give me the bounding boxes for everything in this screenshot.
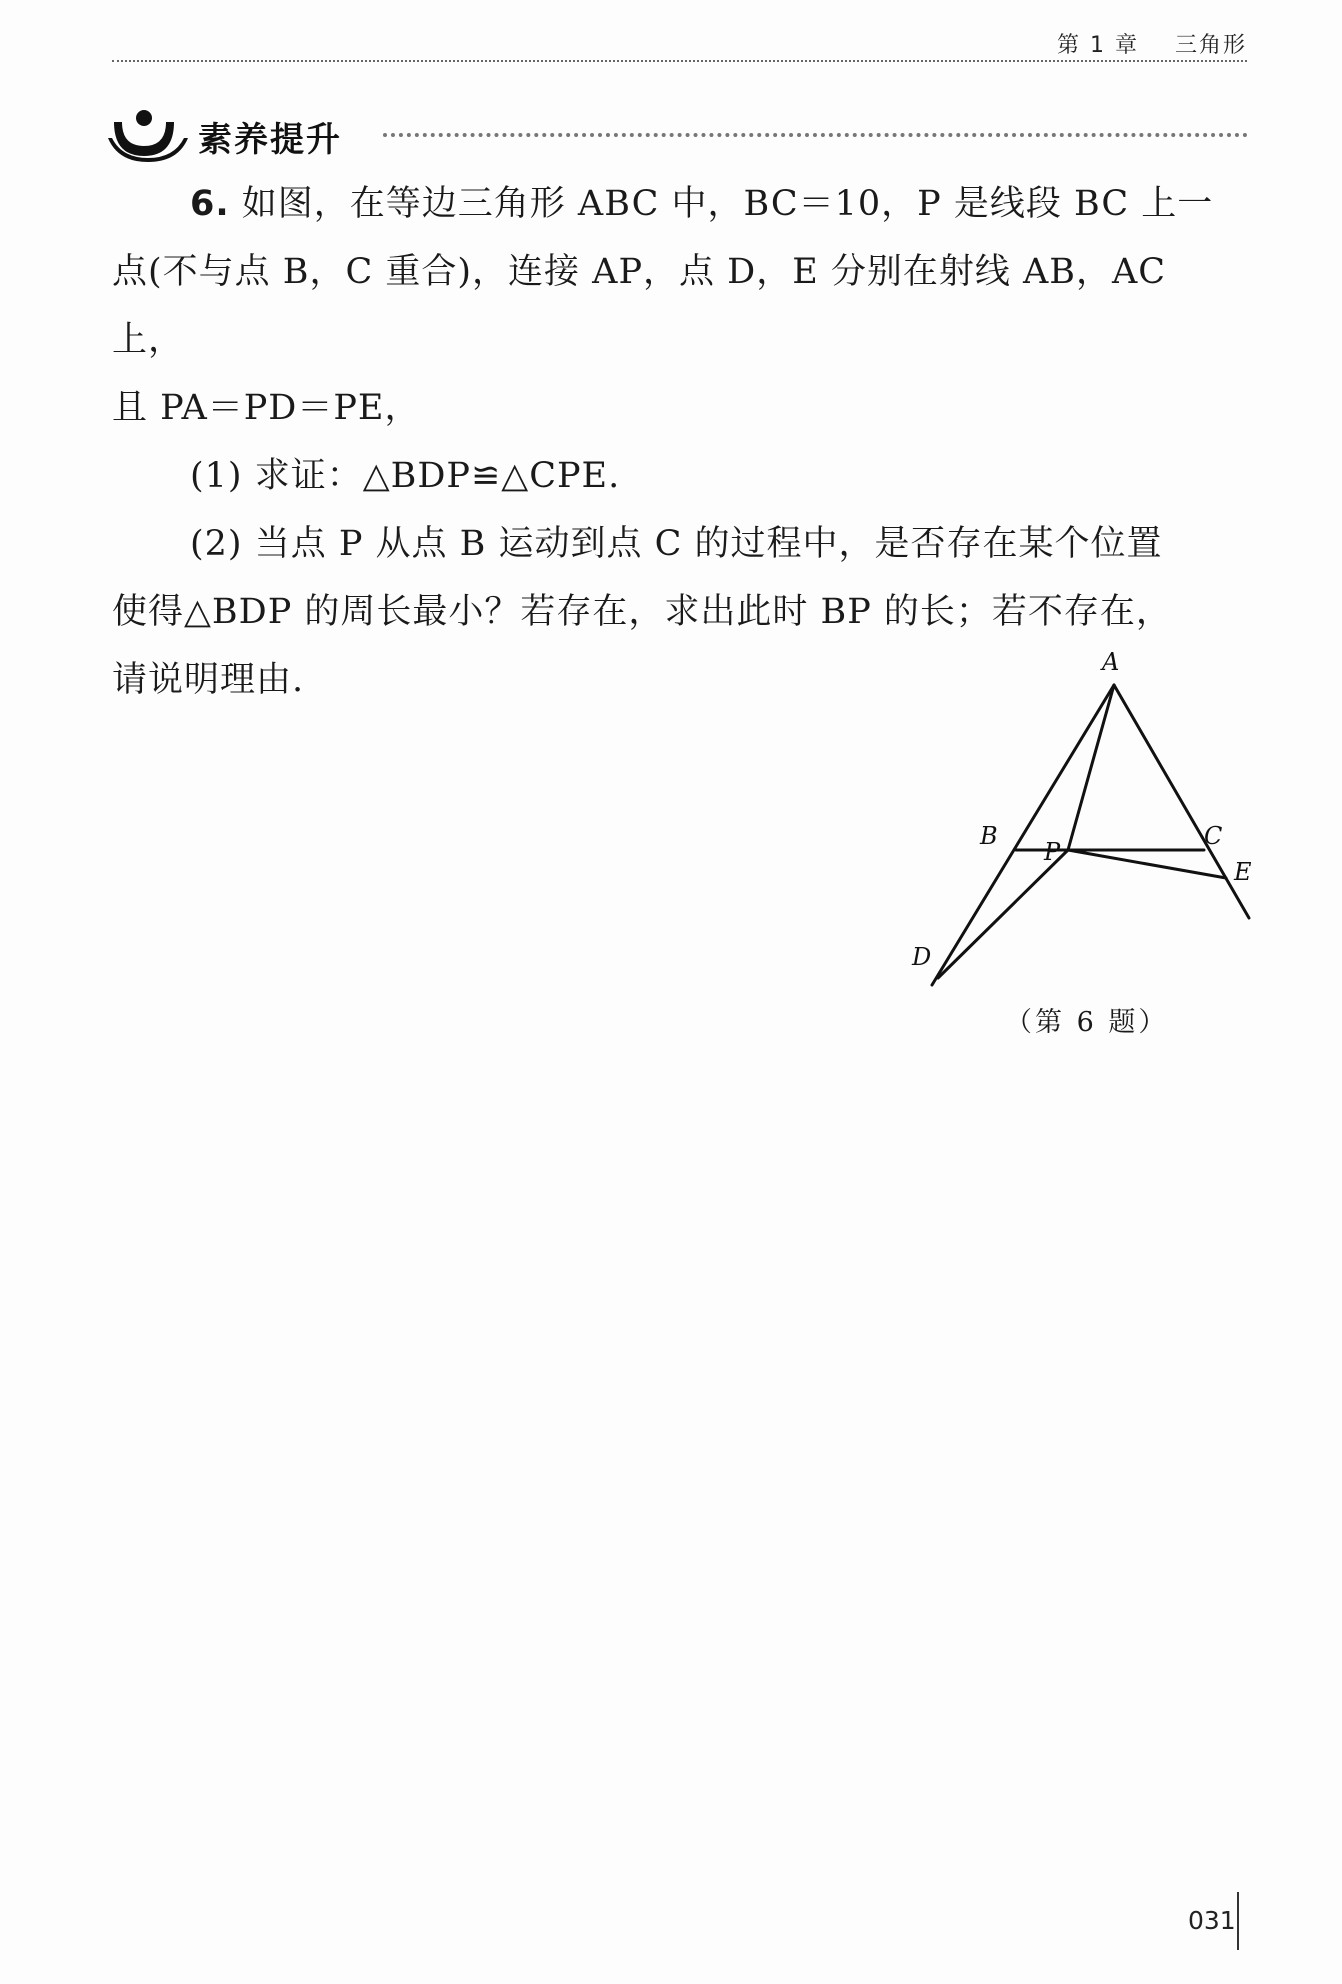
chapter-title: 三角形 (1174, 33, 1247, 58)
section-title: 素养提升 (198, 120, 342, 160)
page-number: 031 (1188, 1906, 1236, 1935)
label-c: C (1204, 822, 1223, 850)
section-header (108, 108, 1248, 164)
problem-part-2-line-2: 使得△BDP 的周长最小？若存在，求出此时 BP 的长；若不存在， (112, 592, 1172, 632)
problem-stem-line-3: 且 PA＝PD＝PE， (112, 388, 421, 428)
triangle-figure (900, 640, 1260, 1000)
section-logo-icon (108, 108, 188, 164)
header-rule (112, 60, 1247, 62)
label-d: D (912, 943, 932, 971)
problem-stem-line-1 (112, 170, 1247, 238)
segment-a-p (1068, 685, 1114, 850)
segment-a-b-d (932, 685, 1114, 985)
segment-a-c-ray (1114, 685, 1249, 918)
label-p: P (1044, 838, 1061, 866)
segment-p-e (1068, 850, 1226, 878)
problem-part-1: (1) 求证：△BDP≌△CPE. (190, 456, 621, 496)
figure-caption: （第 6 题） (1005, 1007, 1169, 1038)
problem-number: 6. (190, 184, 230, 224)
section-dotted-rule (383, 133, 1248, 137)
stem-text-1: 如图，在等边三角形 ABC 中，BC＝10，P 是线段 BC 上一 (241, 184, 1214, 224)
running-head (1021, 28, 1247, 59)
problem-part-2-line-1: (2) 当点 P 从点 B 运动到点 C 的过程中，是否存在某个位置 (190, 524, 1163, 564)
problem-stem-line-2: 点(不与点 B，C 重合)，连接 AP，点 D，E 分别在射线 AB，AC 上， (112, 252, 1167, 360)
label-e: E (1234, 858, 1252, 886)
problem-6 (112, 170, 1247, 714)
label-a: A (1102, 648, 1120, 676)
problem-part-2-line-3: 请说明理由. (112, 660, 305, 700)
chapter-number: 第 1 章 (1057, 33, 1139, 58)
label-b: B (980, 822, 998, 850)
page-number-bar (1237, 1892, 1239, 1950)
